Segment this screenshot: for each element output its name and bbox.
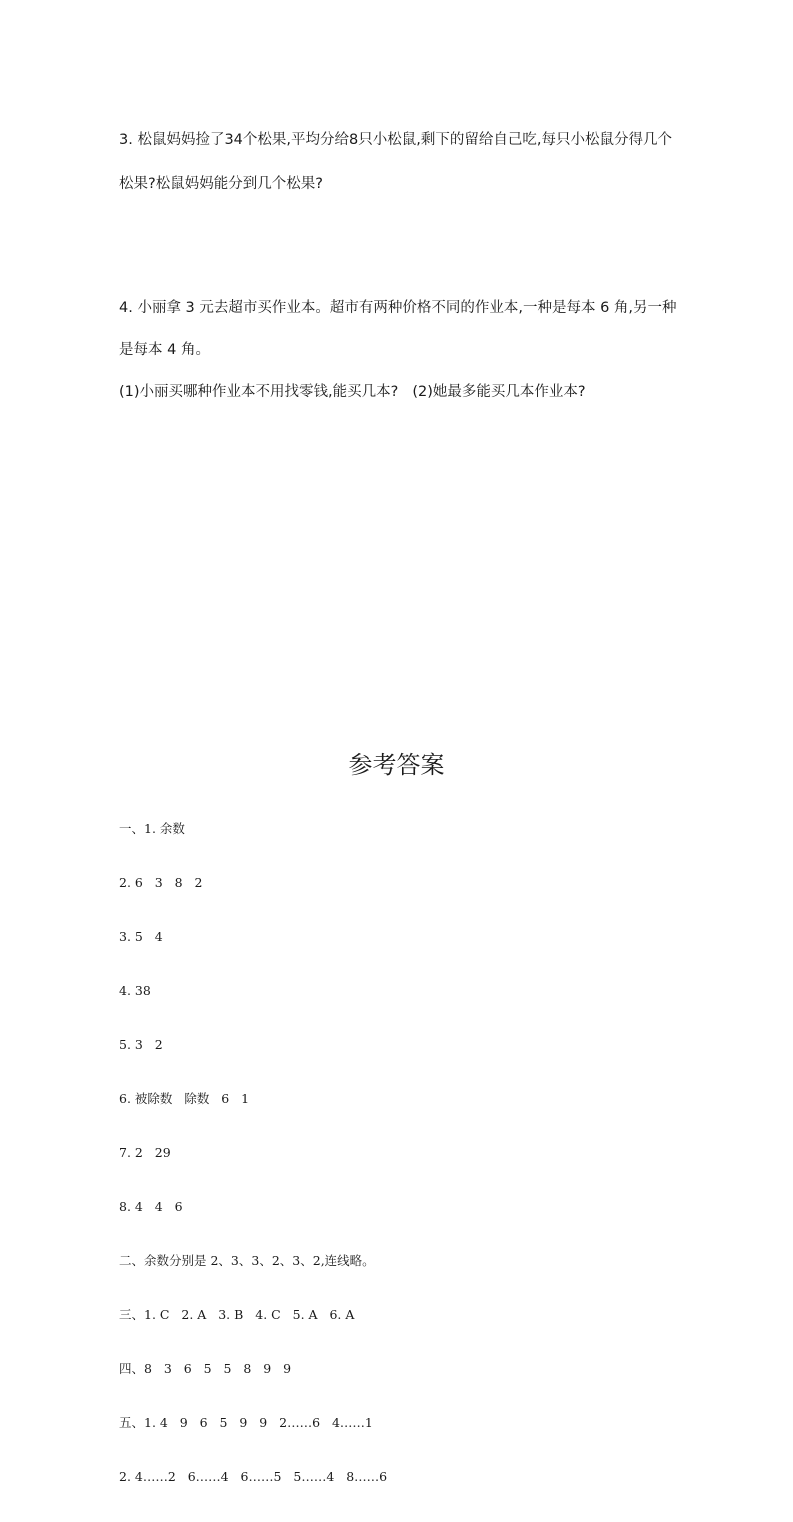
question-3-line-2: 松果?松鼠妈妈能分到几个松果? — [119, 176, 323, 192]
answer-line: 五、1. 4 9 6 5 9 9 2……6 4……1 — [119, 1415, 373, 1430]
answer-line: 3. 5 4 — [119, 929, 163, 944]
question-4-subquestions — [119, 380, 586, 401]
question-4-sub-1: (1)小丽买哪种作业本不用找零钱,能买几本? — [119, 384, 399, 400]
question-4-line-1: 4. 小丽拿 3 元去超市买作业本。超市有两种价格不同的作业本,一种是每本 6 角,另一种 — [119, 300, 677, 316]
answer-line: 2. 4……2 6……4 6……5 5……4 8……6 — [119, 1469, 388, 1484]
answer-line: 5. 3 2 — [119, 1037, 163, 1052]
question-3-line-1: 3. 松鼠妈妈捡了34个松果,平均分给8只小松鼠,剩下的留给自己吃,每只小松鼠分得几个 — [119, 132, 672, 148]
answer-line: 8. 4 4 6 — [119, 1199, 183, 1214]
answer-line: 四、8 3 6 5 5 8 9 9 — [119, 1361, 292, 1376]
question-4-sub-2: (2)她最多能买几本作业本? — [412, 384, 586, 400]
answer-line: 7. 2 29 — [119, 1145, 171, 1160]
answer-line: 二、余数分别是 2、3、3、2、3、2,连线略。 — [119, 1253, 375, 1268]
answer-line: 一、1. 余数 — [119, 821, 185, 836]
answers-list — [119, 784, 387, 1522]
answers-title: 参考答案 — [348, 751, 445, 779]
answer-line: 2. 6 3 8 2 — [119, 875, 203, 890]
question-4-line-2: 是每本 4 角。 — [119, 342, 210, 358]
answer-line: 三、1. C 2. A 3. B 4. C 5. A 6. A — [119, 1307, 355, 1322]
answer-line: 6. 被除数 除数 6 1 — [119, 1091, 250, 1106]
answer-line: 4. 38 — [119, 983, 151, 998]
